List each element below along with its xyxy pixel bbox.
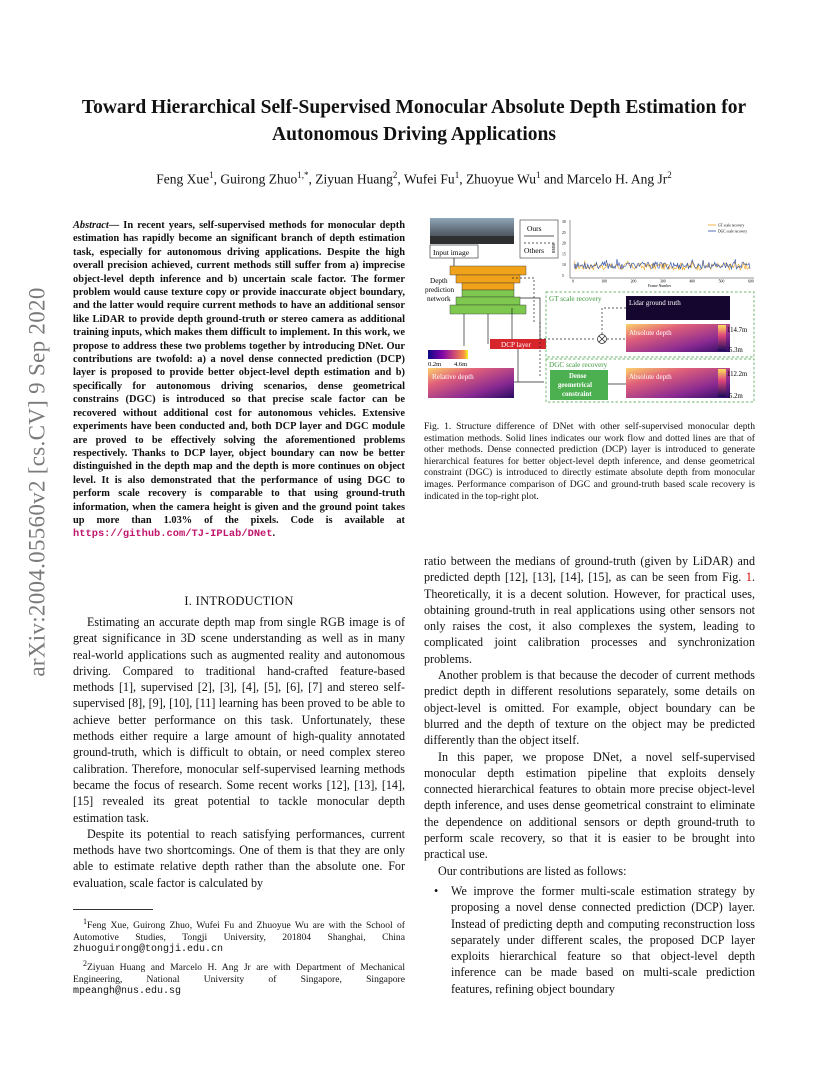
author-affil: 1 bbox=[209, 170, 214, 180]
figure-ref-link[interactable]: 1 bbox=[745, 570, 752, 585]
author-affil: 2 bbox=[392, 170, 398, 180]
encoder-block bbox=[456, 275, 520, 283]
colorbar-2 bbox=[718, 369, 726, 397]
code-link[interactable]: https://github.com/TJ-IPLab/DNet bbox=[73, 528, 273, 541]
relative-depth-label: Relative depth bbox=[432, 373, 474, 381]
abstract bbox=[73, 219, 405, 542]
author: Wufei Fu bbox=[403, 171, 455, 187]
paragraph-text: . Theoretically, it is a decent solution. However, for practical uses, obtaining ground-truth in real applications using other sensors not only raises the cost, it also complexes the system, leading to complicated joint calibration processes and synchronization problems. bbox=[424, 570, 755, 666]
decoder-block bbox=[462, 290, 514, 297]
plot-x-tick: 0 bbox=[572, 279, 574, 284]
footnote-1 bbox=[73, 916, 405, 956]
footnote-mark: 1 bbox=[83, 917, 87, 926]
footnotes bbox=[73, 916, 405, 1000]
legend-ours: Ours bbox=[527, 224, 542, 233]
min-depth-1: 5.3m bbox=[729, 347, 743, 354]
left-column-body bbox=[73, 614, 405, 891]
and-word: and bbox=[543, 171, 564, 187]
plot-y-tick: 20 bbox=[562, 241, 566, 246]
decoder-block bbox=[450, 305, 526, 314]
plot-y-tick: 15 bbox=[562, 252, 566, 257]
paragraph: Another problem is that because the decoder of current methods predict depth in different resolutions separately, some details on object-level is omitted. For example, object boundary can be blurred and the depth of texture on the object may be predicted differently than the object itself. bbox=[424, 668, 755, 748]
lidar-label: Lidar ground truth bbox=[629, 299, 681, 307]
plot-x-tick: 600 bbox=[748, 279, 754, 284]
section-heading: I. INTRODUCTION bbox=[184, 594, 294, 608]
dgc-scale-label: DGC scale recovery bbox=[549, 361, 608, 369]
plot-x-tick: 200 bbox=[630, 279, 637, 284]
plot-x-tick: 500 bbox=[718, 279, 725, 284]
solid-branch bbox=[520, 298, 540, 340]
contribution-item: • We improve the former multi-scale estimation strategy by proposing a novel dense connected prediction (DCP) layer. Instead of predicting depth and computing reconstruction loss separately under different scales, the proposed DCP layer exploits hierarchical feature so that object-level depth inference can be made based on multi-scale prediction features, refining object boundary bbox=[424, 883, 755, 997]
paragraph: Estimating an accurate depth map from single RGB image is of great significance in 3D scene understanding as well as in many real-world applications such as augmented reality and autonomous driving. Compared to traditional hand-crafted feature-based methods [1], supervised [2], [3], [4], [5], [6], [7] and stereo self-supervised [8], [9], [10], [11] learning has been proved to be able to achieve better performance on this task. Unfortunately, these methods either require a large amount of high-quality annotated ground-truth, which is difficult to obtain, or need complex stereo calibration. Therefore, monocular self-supervised learning methods became the focus of research. Some recent works [12], [13], [14], [15] revealed its great potential to tackle monocular depth estimation task. bbox=[73, 615, 405, 825]
legend-others: Others bbox=[524, 246, 544, 255]
plot-x-tick: 100 bbox=[601, 279, 608, 284]
paragraph: Despite its potential to reach satisfying performances, current methods have two shortcomings. One of them is that they are only able to estimate relative depth rather than the absolute one. For evaluation, scale factor is calculated by bbox=[73, 826, 405, 890]
paragraph bbox=[424, 553, 755, 667]
dgc-label-3: constraint bbox=[562, 391, 592, 398]
paragraph: Our contributions are listed as follows: bbox=[438, 863, 627, 878]
arxiv-id: arXiv:2004.05560v2 [cs.CV] 9 Sep 2020 bbox=[25, 287, 51, 677]
colorbar-1 bbox=[718, 325, 726, 351]
dgc-label-2: geometrical bbox=[558, 382, 592, 389]
author-affil: 2 bbox=[667, 170, 672, 180]
arxiv-identifier-stamp bbox=[18, 287, 58, 677]
plot-x-label: Frame Number bbox=[648, 284, 672, 288]
author: Guirong Zhuo bbox=[220, 171, 298, 187]
max-depth-2: 112.2m bbox=[727, 371, 748, 378]
figure-diagram bbox=[424, 216, 758, 406]
network-label-1: Depth bbox=[430, 277, 448, 285]
relative-colorbar bbox=[428, 350, 468, 359]
plot-y-tick-labels bbox=[562, 220, 566, 278]
paper-title: Toward Hierarchical Self-Supervised Monocular Absolute Depth Estimation for Autonomous Driving Applications bbox=[81, 97, 747, 145]
contribution-list bbox=[424, 883, 755, 997]
network-label-3: network bbox=[427, 295, 451, 303]
plot-y-tick: 30 bbox=[562, 220, 566, 224]
author-list: Feng Xue$^1$, Guirong Zhuo$^{1,*}$, Ziyuan Huang$^2$, Wufei Fu$^1$, Zhuoyue Wu$^1$ and Marcelo H. Ang Jr$^2$ bbox=[156, 170, 672, 187]
footnote-text: Feng Xue, Guirong Zhuo, Wufei Fu and Zhuoyue Wu are with the School of Automotive Studies, Tongji University, 201804 Shanghai, China bbox=[73, 920, 405, 943]
footnote-mark: 2 bbox=[83, 958, 87, 968]
paragraph: In this paper, we propose DNet, a novel self-supervised monocular depth estimation pipeline that exploits densely connected hierarchical features to obtain more precise object-level depth inference, and uses dense geometrical constraint to eliminate the dependence on additional sensors or depth ground-truth to perform scale recovery, so that it is easier to be brought into practical use. bbox=[424, 749, 755, 862]
lidar-dashed-connector bbox=[602, 308, 626, 334]
absolute-depth-label-2: Absolute depth bbox=[629, 373, 672, 381]
min-depth-2: 5.2m bbox=[729, 393, 743, 400]
gt-scale-label: GT scale recovery bbox=[549, 295, 602, 303]
author-affil: 1 bbox=[454, 170, 460, 180]
footnote-email: mpeangh@nus.edu.sg bbox=[73, 986, 182, 998]
legend-gt-label: GT scale recovery bbox=[718, 223, 745, 228]
dgc-label-1: Dense bbox=[569, 373, 587, 380]
abstract-label: Abstract bbox=[73, 220, 109, 231]
max-depth-1: 114.7m bbox=[727, 327, 748, 334]
author: Feng Xue bbox=[156, 171, 210, 187]
encoder-block bbox=[462, 283, 514, 290]
plot-x-tick: 300 bbox=[660, 279, 666, 284]
plot-y-tick: 10 bbox=[562, 263, 566, 268]
rmse-plot bbox=[552, 220, 754, 288]
relative-min: 0.2m bbox=[428, 361, 442, 368]
plot-x-tick-labels bbox=[572, 280, 754, 284]
relative-max: 4.6m bbox=[454, 361, 468, 368]
footnote-text: Ziyuan Huang and Marcelo H. Ang Jr are with Department of Mechanical Engineering, National University of Singapore, Singapore bbox=[73, 962, 405, 985]
abstract-end: . bbox=[272, 528, 276, 540]
input-image-label: Input image bbox=[433, 248, 470, 257]
abstract-dash: — bbox=[108, 220, 124, 231]
absolute-depth-label-1: Absolute depth bbox=[629, 329, 672, 337]
footnote-email: zhuoguirong@tongji.edu.cn bbox=[73, 944, 224, 956]
footnote-rule bbox=[73, 909, 153, 910]
legend-dgc-label: DGC scale recovery bbox=[718, 229, 748, 234]
author-affil: 1,* bbox=[297, 170, 309, 180]
dcp-layer-label: DCP layer bbox=[501, 341, 531, 349]
plot-y-tick: 25 bbox=[562, 230, 566, 235]
plot-y-label: RMSE bbox=[552, 242, 556, 253]
input-road bbox=[430, 236, 514, 244]
footnote-2 bbox=[73, 958, 405, 998]
encoder-block bbox=[450, 266, 526, 275]
author: Marcelo H. Ang Jr bbox=[566, 171, 668, 187]
author-affil: 1 bbox=[536, 170, 541, 180]
figure-1 bbox=[424, 216, 758, 406]
network-label-2: prediction bbox=[425, 286, 455, 294]
right-column-body bbox=[424, 553, 755, 997]
plot-x-tick: 400 bbox=[689, 279, 696, 284]
abstract-text: In recent years, self-supervised methods for monocular depth estimation has rapidly become an significant branch of depth estimation task, especially for autonomous driving applications. Despite the high overall precision achieved, current methods still suffer from a) imprecise object-level depth inference and b) uncertain scale factor. The former problem would cause texture copy or provide inaccurate object boundary, and the latter would require current methods to have an additional sensor like LiDAR to provide depth ground-truth or stereo camera as additional training inputs, which makes them difficult to implement. In this work, we propose to address these two problems together by introducing DNet. Our contributions are twofold: a) a novel dense connected prediction (DCP) layer is proposed to provide better object-level depth estimation and b) specifically for autonomous driving scenarios, dense geometrical constrains (DGC) is introduced so that precise scale factor can be recovered without additional cost for autonomous vehicles. Extensive experiments have been conducted and, both DCP layer and DGC module are proved to be effectively solving the aforementioned problems respectively. Thanks to DCP layer, object boundary can now be better distinguished in the depth map and the depth is more continues on object level. It is also demonstrated that the performance of using DGC to perform scale recovery is comparable to that using ground-truth information, when the camera height is given and the ground point takes up more than 1.03% of the pixels. Code is available at bbox=[73, 220, 405, 526]
author: Ziyuan Huang bbox=[315, 171, 393, 187]
figure-caption: Fig. 1. Structure difference of DNet with other self-supervised monocular depth estimation methods. Solid lines indicates our work flow and dotted lines are that of other methods. Dense connected prediction (DCP) layer is introduced to generate hierarchical features for better object-level depth inference, and dense geometrical constraint (DGC) is introduced to directly estimate absolute depth from monocular images. Performance comparison of DGC and ground-truth based scale recovery is indicated in the top-right plot. bbox=[424, 421, 755, 502]
paragraph-text: ratio between the medians of ground-truth (given by LiDAR) and predicted depth [12], [13], [14], [15], as can be seen from Fig. bbox=[424, 554, 755, 585]
plot-y-tick: 5 bbox=[562, 274, 564, 278]
decoder-block bbox=[456, 297, 520, 305]
author: Zhuoyue Wu bbox=[465, 171, 537, 187]
